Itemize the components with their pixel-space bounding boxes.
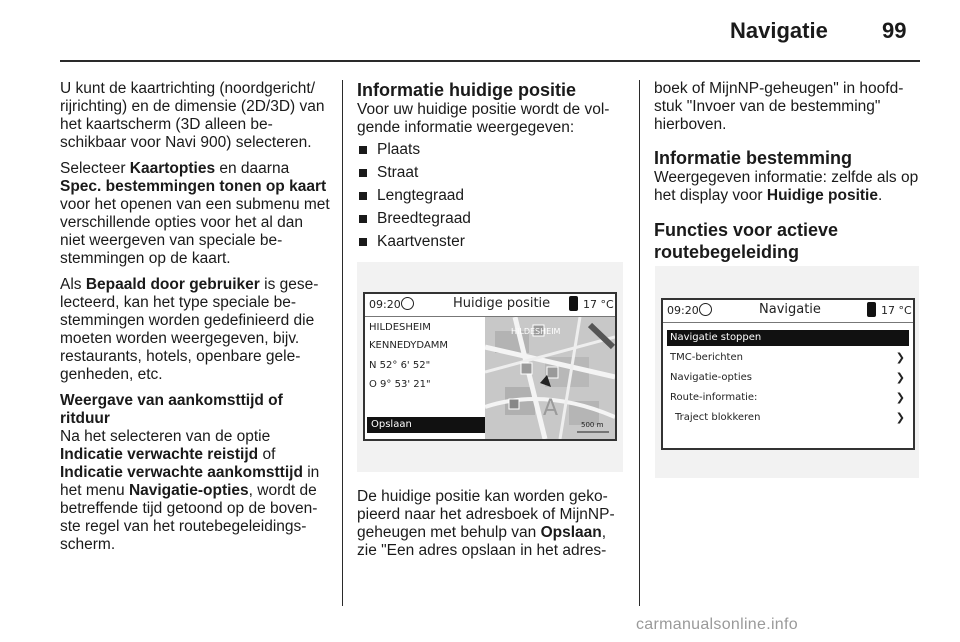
position-street: KENNEDYDAMM bbox=[369, 340, 449, 351]
paragraph-arrival: Na het selecteren van de optie Indicatie verwachte reistijd of Indicatie verwachte aankomsttijd in het menu Navigatie-opties, wordt de betreffende tijd getoond op de boven-ste regel van het routebegeleidings-scherm. bbox=[60, 428, 320, 553]
position-longitude: O 9° 53' 21" bbox=[369, 379, 431, 390]
section-title: Navigatie bbox=[730, 18, 828, 43]
screen-title: Huidige positie bbox=[453, 296, 551, 311]
status-bar bbox=[365, 294, 615, 317]
display-current-position bbox=[363, 292, 617, 441]
clock-icon bbox=[699, 303, 712, 316]
svg-text:A: A bbox=[543, 396, 559, 421]
watermark: carmanualsonline.info bbox=[636, 616, 798, 633]
paragraph-copy-position: De huidige positie kan worden geko-pieerd naar het adresboek of MijnNP-geheugen met behulp van Opslaan, zie "Een adres opslaan in het adres- bbox=[357, 488, 615, 559]
heading-active-guidance-line2: routebegeleiding bbox=[654, 242, 800, 262]
position-latitude: N 52° 6' 52" bbox=[369, 360, 431, 371]
thermometer-icon bbox=[569, 296, 578, 311]
paragraph-map-orientation: U kunt de kaartrichting (noordgericht/ rijrichting) en de dimensie (2D/3D) van het kaartscherm (3D alleen be-schikbaar voor Navi 900) selecteren. bbox=[60, 80, 325, 151]
map-scale-label: 500 m bbox=[581, 421, 604, 429]
screenshot-navigation-menu bbox=[655, 266, 919, 478]
position-city: HILDESHEIM bbox=[369, 322, 431, 333]
temperature: 17 °C bbox=[583, 298, 614, 311]
thermometer-icon bbox=[867, 302, 876, 317]
column-divider-2 bbox=[639, 80, 640, 606]
arrival-heading: Weergave van aankomsttijd of ritduur bbox=[60, 392, 283, 427]
list-item: Straat bbox=[357, 164, 629, 182]
paragraph-continued: boek of MijnNP-geheugen" in hoofd-stuk "Invoer van de bestemming" hierboven. bbox=[654, 80, 904, 133]
header-rule bbox=[60, 60, 920, 62]
position-info-list bbox=[357, 141, 629, 251]
chevron-right-icon: ❯ bbox=[895, 371, 905, 384]
display-navigation-menu bbox=[661, 298, 915, 450]
menu-item-route-informatie[interactable]: Route-informatie: ❯ bbox=[670, 391, 905, 404]
screen-title: Navigatie bbox=[759, 302, 821, 317]
paragraph-destination-info: Weergegeven informatie: zelfde als op het display voor Huidige positie. bbox=[654, 169, 919, 204]
status-bar bbox=[663, 300, 913, 323]
column-1 bbox=[60, 80, 332, 562]
temperature: 17 °C bbox=[881, 304, 912, 317]
map-place-label: HILDESHEIM bbox=[511, 327, 561, 336]
menu-item-traject-blokkeren[interactable]: Traject blokkeren ❯ bbox=[675, 411, 905, 424]
list-item: Breedtegraad bbox=[357, 210, 629, 228]
list-item: Plaats bbox=[357, 141, 629, 159]
paragraph-map-options: Selecteer Kaartopties en daarna Spec. bestemmingen tonen op kaart voor het openen van een submenu met verschillende opties voor het al dan niet weergeven van speciale be-stemmingen op de kaart. bbox=[60, 160, 330, 267]
column-2 bbox=[357, 80, 629, 256]
clock-icon bbox=[401, 297, 414, 310]
heading-current-position: Informatie huidige positie bbox=[357, 80, 577, 100]
map-window bbox=[485, 317, 615, 439]
clock-time: 09:20 bbox=[369, 298, 401, 311]
page-number: 99 bbox=[882, 18, 907, 43]
menu-item-tmc-berichten[interactable]: TMC-berichten ❯ bbox=[670, 351, 905, 364]
chevron-right-icon: ❯ bbox=[895, 391, 905, 404]
chevron-right-icon: ❯ bbox=[895, 411, 905, 424]
save-button[interactable]: Opslaan bbox=[367, 417, 485, 433]
menu-item-navigatie-stoppen[interactable]: Navigatie stoppen bbox=[667, 330, 909, 346]
clock-time: 09:20 bbox=[667, 304, 699, 317]
column-3 bbox=[654, 80, 926, 263]
list-item: Lengtegraad bbox=[357, 187, 629, 205]
paragraph-position-intro: Voor uw huidige positie wordt de vol-gende informatie weergegeven: bbox=[357, 101, 610, 136]
chevron-right-icon: ❯ bbox=[895, 351, 905, 364]
menu-item-navigatie-opties[interactable]: Navigatie-opties ❯ bbox=[670, 371, 905, 384]
list-item: Kaartvenster bbox=[357, 233, 629, 251]
heading-active-guidance-line1: Functies voor actieve bbox=[654, 220, 839, 240]
screenshot-current-position bbox=[357, 262, 623, 472]
heading-destination-info: Informatie bestemming bbox=[654, 148, 853, 168]
paragraph-user-defined: Als Bepaald door gebruiker is gese-lecteerd, kan het type speciale be-stemmingen worden gedefinieerd die moeten worden weergegeven, bijv. restaurants, hotels, openbare gele-genheden, etc. bbox=[60, 276, 319, 383]
column-divider-1 bbox=[342, 80, 343, 606]
